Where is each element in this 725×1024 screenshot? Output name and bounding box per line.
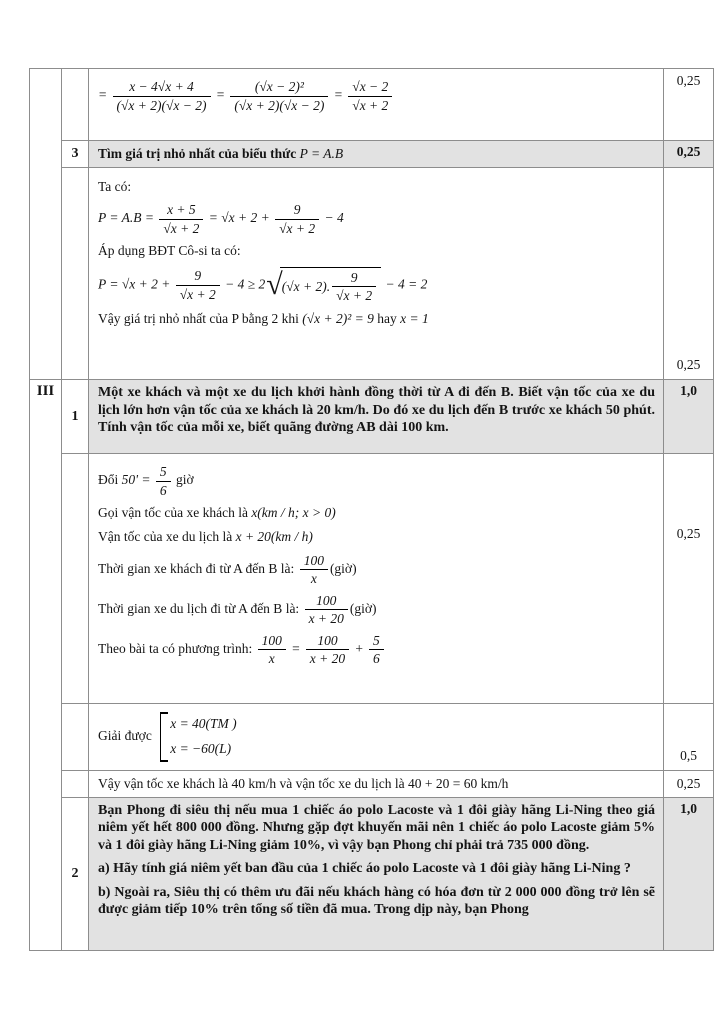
question-text: Một xe khách và một xe du lịch khởi hành đồng thời từ A đi đến B. Biết vận tốc của xe du lịch lớn hơn vận tốc của xe khách là 20 km/h. Do đó xe du lịch đến B trước xe khách 50 phút. Tính vận tốc của mỗi xe, biết quãng đường AB dài 100 km. bbox=[98, 385, 655, 436]
question-title-text: Tìm giá trị nhỏ nhất của biểu thức bbox=[98, 146, 300, 161]
question-paragraph: b) Ngoài ra, Siêu thị có thêm ưu đãi nếu khách hàng có hóa đơn từ 2 000 000 đồng trở lên sẽ được giảm tiếp 10% trên tổng số tiền đã mua. Trong dịp này, bạn Phong bbox=[98, 884, 655, 918]
points-cell: 1,0 bbox=[664, 380, 714, 454]
formula-line: Theo bài ta có phương trình: $\frac{100}{x}$ = $\frac{100}{x + 20}$ + $\frac{5}{6}$ bbox=[98, 633, 655, 667]
table-row bbox=[30, 69, 714, 141]
subnum-cell-empty bbox=[62, 770, 89, 797]
question-title-formula: P = A.B bbox=[299, 146, 344, 161]
subnum-cell-empty bbox=[62, 168, 89, 380]
points-cell: 0,5 bbox=[664, 704, 714, 770]
question-cell bbox=[89, 141, 664, 168]
points-cell: 1,0 bbox=[664, 797, 714, 950]
solution-cell bbox=[89, 454, 664, 704]
solution-line: Gọi vận tốc của xe khách là x(km / h; x > 0) bbox=[98, 505, 336, 521]
table-row bbox=[30, 797, 714, 950]
points-cell: 0,25 bbox=[664, 168, 714, 380]
section-cell-empty bbox=[30, 69, 62, 380]
solution-cell bbox=[89, 704, 664, 770]
table-row bbox=[30, 704, 714, 770]
subnum-cell: 1 bbox=[62, 380, 89, 454]
question-cell bbox=[89, 797, 664, 950]
formula-line: Thời gian xe khách đi từ A đến B là: $\frac{100}{x}$ (giờ) bbox=[98, 552, 357, 587]
question-cell bbox=[89, 380, 664, 454]
solution-line: Vậy giá trị nhỏ nhất của P bằng 2 khi (√x + 2)² = 9 hay x = 1 bbox=[98, 310, 429, 326]
conclusion-cell bbox=[89, 770, 664, 797]
table-row bbox=[30, 770, 714, 797]
table-row bbox=[30, 380, 714, 454]
solution-line: Vận tốc của xe du lịch là x + 20(km / h) bbox=[98, 529, 313, 545]
formula-line: = $\frac{x - 4√x + 4}{(√x + 2)(√x - 2)}$ = $\frac{\text{(√x − 2)²}}{(√x + 2)(√x - 2)}$ = $\frac{√x - 2}{√x + 2}$ bbox=[98, 79, 655, 113]
score-table bbox=[29, 68, 714, 951]
formula-line: P = A.B = $\frac{x + 5}{√x + 2}$ = √x + 2 + $\frac{9}{√x + 2}$ − 4 bbox=[98, 202, 344, 236]
solution-line: Áp dụng BĐT Cô-si ta có: bbox=[98, 243, 241, 259]
subnum-cell-empty bbox=[62, 69, 89, 141]
formula-line: Giải được x = 40(TM ) x = −60(L) bbox=[98, 712, 655, 761]
question-title bbox=[98, 145, 655, 163]
table-row bbox=[30, 454, 714, 704]
formula-line: Thời gian xe du lịch đi từ A đến B là: $\frac{100}{x + 20}$ (giờ) bbox=[98, 592, 377, 627]
question-text bbox=[98, 802, 655, 919]
conclusion-text: Vậy vận tốc xe khách là 40 km/h và vận tốc xe du lịch là 40 + 20 = 60 km/h bbox=[98, 775, 509, 791]
subnum-cell-empty bbox=[62, 704, 89, 770]
points-cell: 0,25 bbox=[664, 141, 714, 168]
subnum-cell: 3 bbox=[62, 141, 89, 168]
solution-line: Ta có: bbox=[98, 179, 132, 195]
formula-line: Đổi 50' = $\frac{5}{6}$ giờ bbox=[98, 464, 194, 498]
question-paragraph: a) Hãy tính giá niêm yết ban đầu của 1 chiếc áo polo Lacoste và 1 đôi giày hãng Li-Ning ? bbox=[98, 861, 631, 877]
points-cell: 0,25 bbox=[664, 770, 714, 797]
section-cell: III bbox=[30, 380, 62, 951]
table-row bbox=[30, 141, 714, 168]
points-cell: 0,25 bbox=[664, 454, 714, 704]
subnum-cell-empty bbox=[62, 454, 89, 704]
content-cell bbox=[89, 69, 664, 141]
solution-cell bbox=[89, 168, 664, 380]
points-cell: 0,25 bbox=[664, 69, 714, 141]
subnum-cell: 2 bbox=[62, 797, 89, 950]
formula-line: P = √x + 2 + $\frac{9}{√x + 2}$ − 4 ≥ 2 √ (√x + 2). $\frac{9}{√x + 2}$ − 4 = 2 bbox=[98, 268, 428, 304]
table-row bbox=[30, 168, 714, 380]
question-paragraph: Bạn Phong đi siêu thị nếu mua 1 chiếc áo polo Lacoste và 1 đôi giày hãng Li-Ning theo giá niêm yết hết 800 000 đồng. Nhưng gặp đợt khuyến mãi nên 1 chiếc áo polo Lacoste giảm 5% và 1 đôi giày hãng Li-Ning giảm 10%, vì vậy bạn Phong chỉ phải trả 735 000 đồng. bbox=[98, 802, 655, 853]
